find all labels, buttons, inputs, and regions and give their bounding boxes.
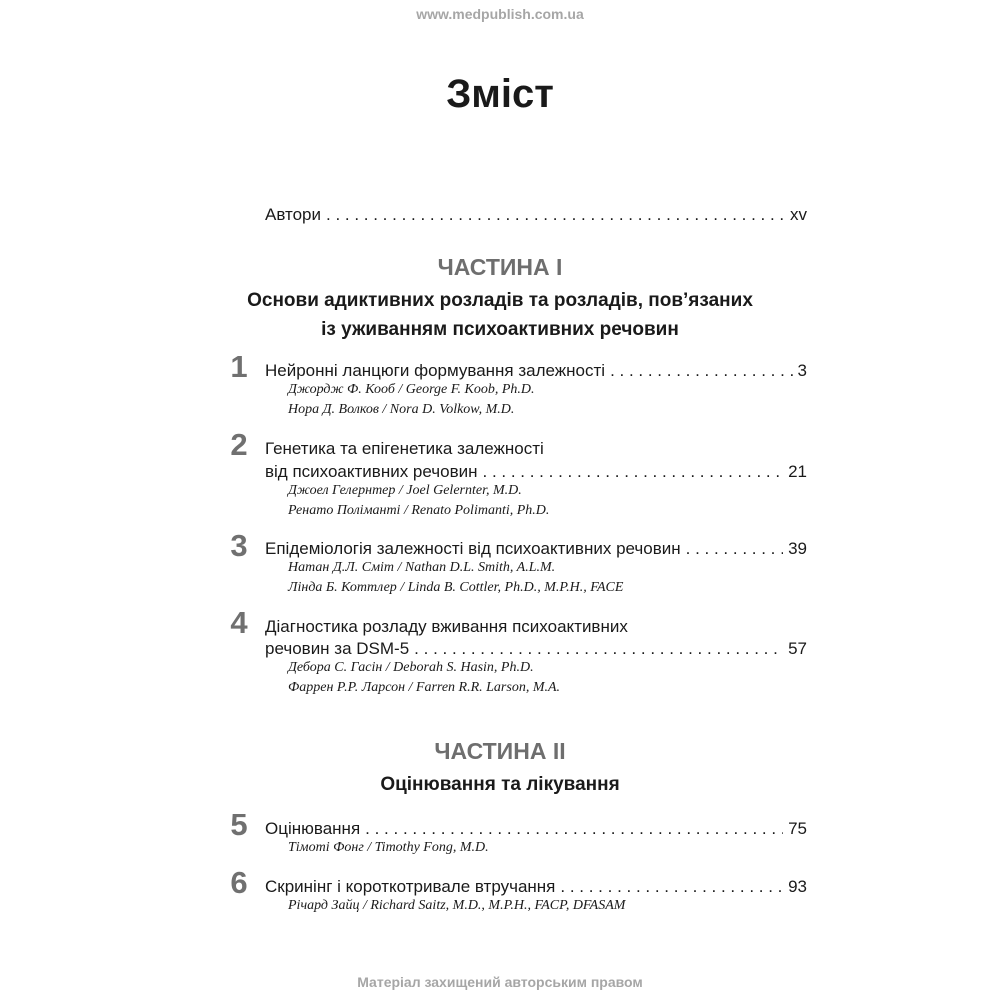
- toc-entry-chapter-6[interactable]: [265, 877, 807, 897]
- toc-entry-chapter-2-line-1[interactable]: Генетика та епігенетика залежності: [265, 439, 544, 458]
- footer-watermark: Матеріал захищений авторським правом: [357, 974, 643, 990]
- chapter-number: 1: [230, 349, 248, 384]
- toc-entry-title: Оцінювання: [265, 819, 361, 838]
- part-2-label: ЧАСТИНА II: [434, 738, 566, 764]
- dot-leader: [560, 877, 783, 897]
- toc-entry-chapter-4-line-1[interactable]: Діагностика розладу вживання психоактивних: [265, 617, 628, 636]
- chapter-number: 2: [230, 427, 248, 462]
- toc-entry-page: xv: [790, 205, 807, 224]
- chapter-author: Лінда Б. Коттлер / Linda B. Cottler, Ph.D., M.P.H., FACE: [288, 580, 624, 595]
- dot-leader: [365, 819, 783, 839]
- toc-entry-page: 75: [788, 819, 807, 838]
- chapter-author: Ренато Поліманті / Renato Polimanti, Ph.D.: [288, 503, 550, 518]
- toc-entry-chapter-2[interactable]: [265, 462, 807, 482]
- toc-entry-authors[interactable]: [265, 205, 807, 225]
- chapter-author: Джордж Ф. Кооб / George F. Koob, Ph.D.: [288, 382, 535, 397]
- part-1-subtitle-line-2: із уживанням психоактивних речовин: [321, 319, 679, 340]
- chapter-number: 4: [230, 605, 248, 640]
- chapter-author: Натан Д.Л. Сміт / Nathan D.L. Smith, A.L.M.: [288, 560, 556, 575]
- toc-entry-chapter-4[interactable]: [265, 639, 807, 659]
- dot-leader: [483, 462, 784, 482]
- toc-entry-page: 21: [788, 462, 807, 481]
- toc-entry-title: речовин за DSM-5: [265, 639, 410, 658]
- toc-entry-chapter-3[interactable]: [265, 539, 807, 559]
- toc-entry-page: 93: [788, 877, 807, 896]
- page-title: Зміст: [446, 72, 554, 116]
- dot-leader: [414, 639, 783, 659]
- chapter-author: Нора Д. Волков / Nora D. Volkow, M.D.: [288, 402, 515, 417]
- chapter-number: 3: [230, 528, 248, 563]
- chapter-number: 6: [230, 865, 248, 900]
- chapter-author: Фаррен Р.Р. Ларсон / Farren R.R. Larson, M.A.: [288, 680, 561, 695]
- toc-entry-chapter-1[interactable]: [265, 361, 807, 381]
- header-watermark: www.medpublish.com.ua: [416, 6, 584, 22]
- chapter-number: 5: [230, 807, 248, 842]
- chapter-author: Річард Зайц / Richard Saitz, M.D., M.P.H., FACP, DFASAM: [288, 898, 626, 913]
- dot-leader: [610, 361, 792, 381]
- toc-entry-title: від психоактивних речовин: [265, 462, 478, 481]
- toc-entry-title: Скринінг і короткотривале втручання: [265, 877, 556, 896]
- dot-leader: [686, 539, 783, 559]
- part-2-subtitle: Оцінювання та лікування: [380, 774, 620, 795]
- toc-entry-page: 57: [788, 639, 807, 658]
- chapter-author: Дебора С. Гасін / Deborah S. Hasin, Ph.D.: [288, 660, 534, 675]
- toc-entry-title: Автори: [265, 205, 321, 224]
- chapter-author: Джоел Гелернтер / Joel Gelernter, M.D.: [288, 483, 522, 498]
- part-1-subtitle-line-1: Основи адиктивних розладів та розладів, пов’язаних: [247, 290, 753, 311]
- toc-entry-page: 39: [788, 539, 807, 558]
- toc-entry-title: Епідеміологія залежності від психоактивних речовин: [265, 539, 681, 558]
- toc-entry-chapter-5[interactable]: [265, 819, 807, 839]
- toc-entry-page: 3: [797, 361, 807, 380]
- chapter-author: Тімоті Фонг / Timothy Fong, M.D.: [288, 840, 489, 855]
- part-1-label: ЧАСТИНА I: [437, 254, 563, 280]
- toc-entry-title: Нейронні ланцюги формування залежності: [265, 361, 606, 380]
- dot-leader: [326, 205, 785, 225]
